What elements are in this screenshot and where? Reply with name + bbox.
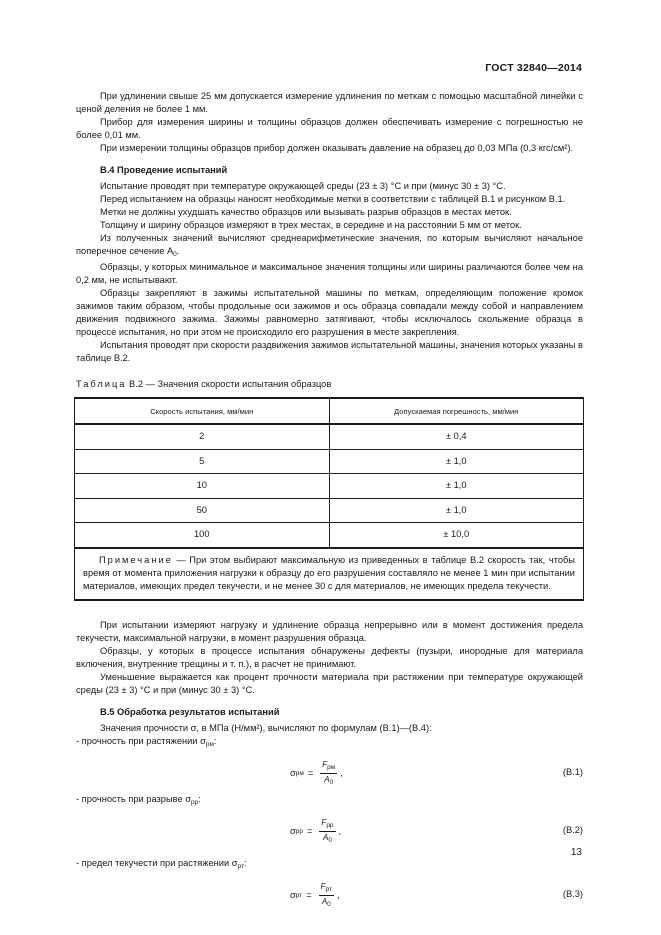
punctuation: : <box>213 735 217 746</box>
fraction <box>319 817 335 846</box>
note-label: Примечание <box>99 554 173 565</box>
cell-speed: 50 <box>75 498 330 523</box>
paragraph: При испытании измеряют нагрузку и удлинение образца непрерывно или в момент достижения предела текучести, максимальной нагрузки, в момент разрушения образца. <box>76 619 583 643</box>
fraction-denominator <box>320 896 333 910</box>
punctuation: , <box>338 825 342 836</box>
paragraph: Значения прочности σ, в МПа (Н/мм²), вычисляют по формулам (В.1)—(В.4): <box>100 722 432 733</box>
subscript: рм <box>295 769 304 777</box>
page-content <box>76 90 583 915</box>
sigma-symbol: σ <box>290 889 296 900</box>
subscript: рт <box>325 885 332 893</box>
equation-number: (В.3) <box>562 888 583 899</box>
subscript: 0 <box>173 251 177 258</box>
formula-expression <box>290 817 341 846</box>
section-heading-b5: В.5 Обработка результатов испытаний <box>100 706 280 717</box>
formula-label <box>76 857 583 873</box>
table-row <box>75 498 584 523</box>
formula-b3 <box>76 875 583 915</box>
table-row <box>75 449 584 474</box>
subscript: 0 <box>328 836 332 844</box>
table-header-row <box>75 398 584 424</box>
punctuation: : <box>243 857 247 868</box>
equals-sign: = <box>307 767 314 778</box>
paragraph: При удлинении свыше 25 мм допускается измерение удлинения по меткам с помощью масштабной линейки с ценой деления не более 1 мм. <box>76 91 583 114</box>
formula-label <box>76 735 583 751</box>
force-symbol: F <box>320 881 326 891</box>
formula-expression <box>290 881 340 910</box>
cell-tolerance: ± 0,4 <box>329 424 584 449</box>
fraction-numerator <box>319 817 335 832</box>
table-row <box>75 523 584 548</box>
table-row <box>75 424 584 449</box>
paragraph: Уменьшение выражается как процент прочности материала при растяжении при температуре окружающей среды (23 ± 3) °С и при (минус 30 ± 3) °С. <box>76 671 583 695</box>
paragraph: Образцы, у которых в процессе испытания обнаружены дефекты (пузыри, инородные для материала включения, внутренние трещины и т. п.), в расчет не принимают. <box>76 645 583 669</box>
formula-b2 <box>76 811 583 851</box>
paragraph: Прибор для измерения ширины и толщины образцов должен обеспечивать измерение с погрешностью не более 0,01 мм. <box>76 117 583 140</box>
subscript: 0 <box>329 778 334 786</box>
subscript: рр <box>295 827 303 835</box>
table-row <box>75 474 584 499</box>
cell-speed: 2 <box>75 424 330 449</box>
fraction <box>319 881 334 910</box>
sigma-symbol: σ <box>290 767 296 778</box>
paragraph: Образцы закрепляют в зажимы испытательной машины по меткам, определяющим положение кромок зажимов таким образом, чтобы продольные оси зажимов и ось образца совпадали между собой и направлением движения подвижного зажима. Зажимы равномерно затягивают, чтобы исключалось скольжение образца в процессе испытания, но при этом не происходило его разрушения в месте закрепления. <box>76 288 583 337</box>
paragraph: Толщину и ширину образцов измеряют в трех местах, в середине и на расстоянии 5 мм от меток. <box>100 220 522 230</box>
paragraph <box>76 232 583 261</box>
speed-table <box>74 397 584 601</box>
subscript: рм <box>327 763 336 771</box>
force-symbol: F <box>321 817 327 827</box>
standard-header: ГОСТ 32840—2014 <box>485 62 582 74</box>
paragraph: Образцы, у которых минимальное и максимальное значения толщины или ширины различаются более чем на 0,2 мм, не испытывают. <box>76 262 583 285</box>
cell-tolerance: ± 10,0 <box>329 523 584 548</box>
subscript: рм <box>205 740 214 748</box>
area-symbol: A <box>321 896 328 906</box>
cell-tolerance: ± 1,0 <box>329 498 584 523</box>
subscript: рт <box>295 891 303 899</box>
page-number: 13 <box>570 847 582 858</box>
table-note <box>75 548 584 600</box>
fraction-numerator <box>320 759 337 774</box>
paragraph-text: Из полученных значений вычисляют среднеарифметические значения, по которым вычисляют начальное поперечное сечение A <box>76 233 583 256</box>
fraction-denominator <box>321 832 334 846</box>
paragraph: Испытание проводят при температуре окружающей среды (23 ± 3) °С и при (минус 30 ± 3) °С. <box>100 181 506 191</box>
punctuation: , <box>336 889 340 900</box>
paragraph: При измерении толщины образцов прибор должен оказывать давление на образец до 0,03 МПа (0,3 кгс/см²). <box>100 143 574 153</box>
sigma-symbol: σ <box>290 825 296 836</box>
punctuation: . <box>176 246 180 256</box>
fraction <box>320 759 337 788</box>
formula-label <box>76 793 583 809</box>
area-symbol: A <box>323 832 329 842</box>
column-header-tolerance: Допускаемая погрешность, мм/мин <box>329 398 584 424</box>
formula-label-text: - прочность при растяжении σ <box>76 735 206 746</box>
table-note-row <box>75 548 584 600</box>
equals-sign: = <box>306 889 312 900</box>
subscript: 0 <box>327 900 331 908</box>
cell-tolerance: ± 1,0 <box>329 474 584 499</box>
subscript: рр <box>191 798 199 806</box>
cell-speed: 10 <box>75 474 330 499</box>
paragraph: Перед испытанием на образцы наносят необходимые метки в соответствии с таблицей В.1 и рисунком В.1. <box>100 194 566 204</box>
equation-number: (В.1) <box>562 766 583 777</box>
punctuation: , <box>340 767 343 778</box>
punctuation: : <box>198 793 201 804</box>
section-heading-b4: В.4 Проведение испытаний <box>100 165 228 175</box>
formula-b1 <box>76 753 583 793</box>
formula-label-text: - предел текучести при растяжении σ <box>76 857 238 868</box>
column-header-speed: Скорость испытания, мм/мин <box>75 398 330 424</box>
equals-sign: = <box>306 825 313 836</box>
formula-label-text: - прочность при разрыве σ <box>76 793 191 804</box>
note-text: — При этом выбирают максимальную из приведенных в таблице В.2 скорость так, чтобы время от момента приложения нагрузки к образцу до его разрушения составляло не менее 1 мин при испытании материалов, имеющих предел текучести, и не менее 30 с для материалов, не имеющих предела текучести. <box>83 554 575 591</box>
force-symbol: F <box>322 759 328 769</box>
paragraph: Испытания проводят при скорости раздвижения зажимов испытательной машины, значения которых указаны в таблице В.2. <box>76 340 583 363</box>
subscript: рр <box>326 821 334 829</box>
equation-number: (В.2) <box>562 824 583 835</box>
subscript: рт <box>237 862 244 870</box>
fraction-denominator <box>322 774 335 788</box>
area-symbol: A <box>324 774 330 784</box>
cell-tolerance: ± 1,0 <box>329 449 584 474</box>
formula-expression <box>290 759 343 788</box>
cell-speed: 100 <box>75 523 330 548</box>
table-caption <box>76 378 583 391</box>
paragraph: Метки не должны ухудшать качество образцов или вызывать разрыв образцов в местах меток. <box>100 207 512 217</box>
cell-speed: 5 <box>75 449 330 474</box>
table-caption-word: Таблица <box>76 379 127 389</box>
table-caption-text: В.2 — Значения скорости испытания образцов <box>126 379 332 389</box>
fraction-numerator <box>319 881 334 896</box>
